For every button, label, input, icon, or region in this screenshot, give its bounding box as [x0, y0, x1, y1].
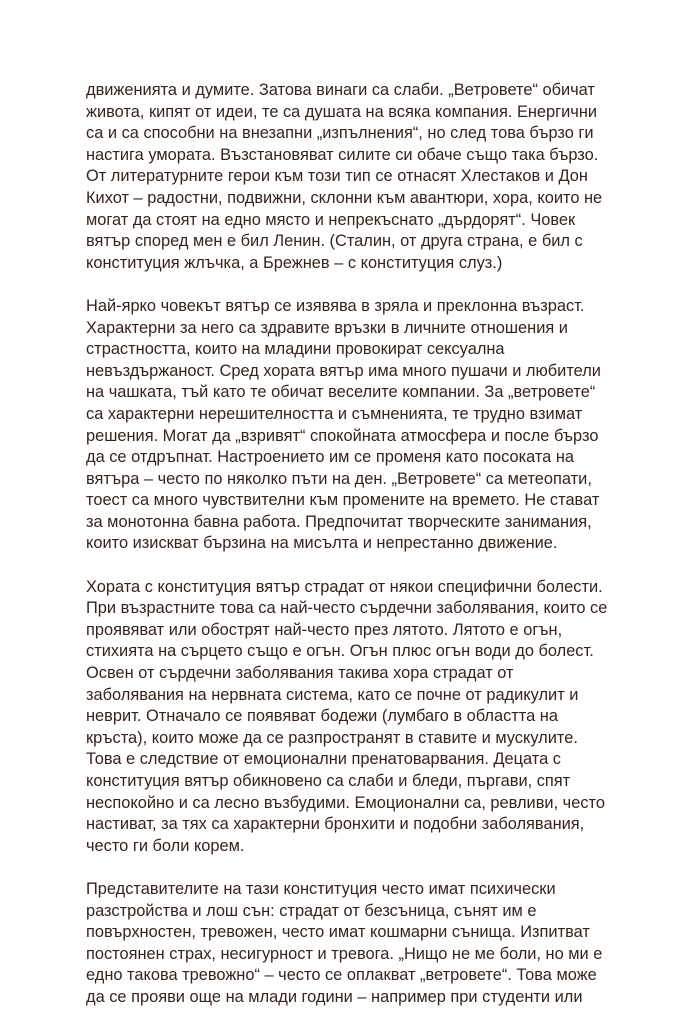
text-line: да се прояви още на млади години – например при студенти или [86, 987, 583, 1006]
text-line: кръста), които може да се разпространят в ставите и мускулите. [86, 728, 578, 747]
text-line: които изискват бързина на мисълта и непрестанно движение. [86, 534, 558, 553]
text-line: вятъра – често по няколко пъти на ден. „Ветровете“ са метеопати, [86, 469, 592, 488]
text-line: конституция вятър обикновено са слаби и бледи, пъргави, спят [86, 772, 571, 790]
text-line: на чашката, тъй като те обичат веселите компании. За „ветровете“ [86, 383, 596, 402]
text-line: При възрастните това са най-често сърдечни заболявания, които се [86, 599, 608, 618]
text-line: постоянен страх, несигурност и тревога. „Нищо не ме боли, но ми е [86, 944, 603, 963]
text-line: стихията на сърцето също е огън. Огън плюс огън води до болест. [86, 642, 594, 661]
text-line: настига умората. Възстановяват силите си обаче също така бързо. [86, 145, 599, 164]
text-line: живота, кипят от идеи, те са душата на всяка компания. Енергични [86, 102, 598, 121]
body-text [86, 80, 646, 1030]
text-line: могат да стоят на едно място и непрекъснато „дърдорят“. Човек [86, 210, 576, 229]
text-line: вятър според мен е бил Ленин. (Сталин, от друга страна, е бил с [86, 232, 583, 251]
text-line: тоест са много чувствителни към промените на времето. Не стават [86, 491, 600, 510]
text-line: Най-ярко човекът вятър се изявява в зряла и преклонна възраст. [86, 296, 585, 315]
text-line: неврит. Отначало се появяват бодежи (лумбаго в областта на [86, 707, 558, 726]
text-line: често ги боли корем. [86, 836, 245, 855]
text-line: От литературните герои към този тип се отнасят Хлестаков и Дон [86, 167, 588, 186]
text-line: проявяват или обострят най-често през лятото. Лятото е огън, [86, 620, 563, 639]
text-line: Това е следствие от емоционални пренатоварвания. Децата с [86, 750, 561, 769]
text-line: Кихот – радостни, подвижни, склонни към авантюри, хора, които не [86, 188, 603, 207]
text-line: едно такова тревожно“ – често се оплакват „ветровете“. Това може [86, 966, 597, 985]
text-line: разстройства и лош сън: страдат от безсъница, сънят им е [86, 901, 537, 920]
text-line: решения. Могат да „взривят“ спокойната атмосфера и после бързо [86, 426, 599, 445]
text-line: невъздържаност. Сред хората вятър има много пушачи и любители [86, 361, 601, 380]
paragraph [86, 577, 646, 858]
text-line: са и са способни на внезапни „изпълнения“, но след това бързо ги [86, 124, 594, 143]
text-line: Характерни за него са здравите връзки в личните отношения и [86, 318, 568, 337]
paragraph [86, 296, 646, 555]
text-line: да се отдръпнат. Настроението им се променя като посоката на [86, 448, 575, 467]
text-line: конституция жлъчка, а Брежнев – с конституция слуз.) [86, 253, 503, 272]
text-line: Хората с конституция вятър страдат от някои специфични болести. [86, 577, 603, 596]
paragraph [86, 80, 646, 274]
text-line: Освен от сърдечни заболявания такива хора страдат от [86, 664, 514, 683]
text-line: са характерни нерешителността и съмненията, те трудно взимат [86, 404, 583, 423]
text-line: заболявания на нервната система, като се почне от радикулит и [86, 685, 579, 704]
text-line: страстността, които на младини провокират сексуална [86, 340, 505, 359]
text-line: настиват, за тях са характерни бронхити и подобни заболявания, [86, 815, 585, 834]
text-line: неспокойно и са лесно възбудими. Емоционални са, ревливи, често [86, 793, 605, 812]
text-line: движенията и думите. Затова винаги са слаби. „Ветровете“ обичат [86, 81, 595, 99]
text-line: повърхностен, тревожен, често имат кошмарни сънища. Изпитват [86, 923, 590, 942]
text-line: Представителите на тази конституция често имат психически [86, 879, 556, 898]
paragraph [86, 879, 646, 1009]
text-line: за монотонна бавна работа. Предпочитат творческите занимания, [86, 512, 592, 531]
